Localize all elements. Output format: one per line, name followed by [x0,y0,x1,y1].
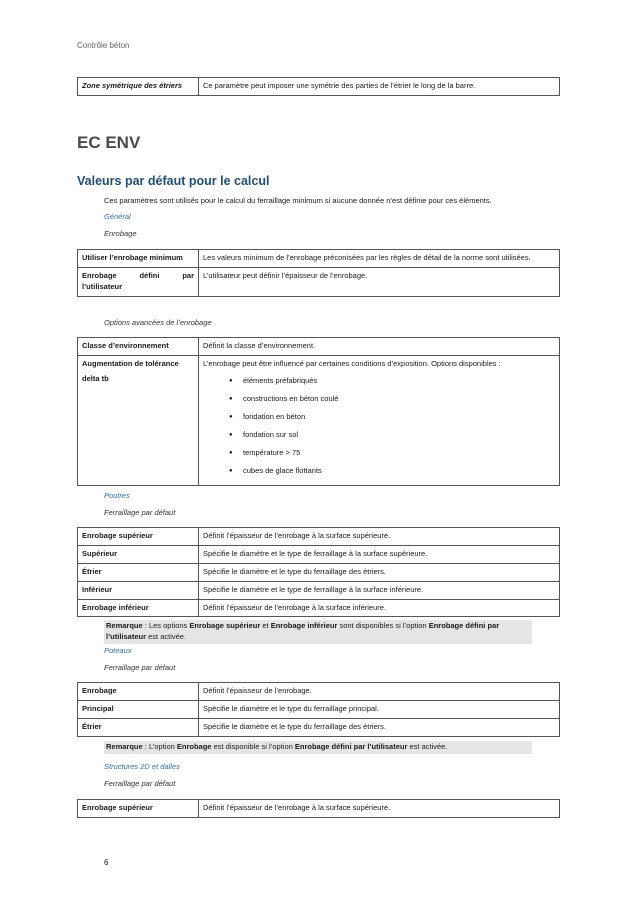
table-value: Définit l’épaisseur de l’enrobage à la surface supérieure. [199,528,560,546]
table-value: Spécifie le diamètre et le type de ferraillage à la surface inférieure. [199,581,560,599]
table-value: Ce paramètre peut imposer une symétrie des parties de l’étrier le long de la barre. [199,78,560,96]
table-key: Augmentation de tolérance [82,358,179,368]
table-key: Inférieur [78,581,199,599]
note-text: : L’option [142,742,177,751]
section-general: Général [104,212,131,221]
table-row [78,267,560,296]
subsection-enrobage: Enrobage [104,229,137,238]
table-key: Zone symétrique des étriers [78,78,199,96]
subsection-ferraillage-structures: Ferraillage par défaut [104,779,176,788]
table-enrobage [77,249,560,297]
table-options-avancees [77,337,560,486]
subsection-options-avancees: Options avancées de l’enrobage [104,318,212,327]
table-poteaux [77,682,560,737]
table-row [78,338,560,356]
table-key: delta tb [82,373,109,383]
table-value: Définit la classe d’environnement. [199,338,560,356]
note-text: et [260,621,271,630]
table-key: Étrier [78,563,199,581]
table-row [78,599,560,617]
table-key: Enrobage inférieur [78,599,199,617]
table-key-group [78,355,199,485]
table-row [78,78,560,96]
table-row [78,718,560,736]
table-row [78,355,560,485]
table-poutres [77,527,560,617]
options-list [203,374,555,482]
note-text: sont disponibles si l’option [337,621,429,630]
table-key: Enrobage supérieur [78,800,199,818]
note-bold: Enrobage défini par l’utilisateur [294,742,408,751]
note-text: est activée. [146,631,187,641]
heading-ec-env: EC ENV [77,133,141,152]
table-row [78,581,560,599]
table-value: Spécifie le diamètre et le type de ferraillage à la surface supérieure. [199,545,560,563]
section-structures-2d: Structures 2D et dalles [104,762,180,771]
intro-paragraph: Ces paramètres sont utilisés pour le calcul du ferraillage minimum si aucune donnée n’est définie pour ces éléments. [104,196,492,205]
table-row [78,528,560,546]
table-row [78,700,560,718]
table-value: Définit l’épaisseur de l’enrobage à la surface supérieure. [199,800,560,818]
list-item: ● cubes de glace flottants [243,464,555,482]
table-key: Enrobage supérieur [78,528,199,546]
remarque-note [104,620,532,644]
list-item: ● fondation en béton [243,410,555,428]
table-value: Définit l’épaisseur de l’enrobage. [199,683,560,701]
table-value: Spécifie le diamètre et le type du ferraillage principal. [199,700,560,718]
table-row [78,563,560,581]
note-text: : Les options [142,621,190,630]
list-item: ● constructions en béton coulé [243,392,555,410]
list-item: ● température > 75 [243,446,555,464]
table-key: Utiliser l’enrobage minimum [78,250,199,268]
section-poteaux: Poteaux [104,646,132,655]
running-header: Contrôle béton [77,41,130,50]
table-row [78,800,560,818]
table-structures [77,799,560,818]
table-value: Les valeurs minimum de l’enrobage préconisées par les règles de détail de la norme sont utilisées. [199,250,560,268]
table-row [78,250,560,268]
subsection-ferraillage-poutres: Ferraillage par défaut [104,508,176,517]
table-zone-symetrique [77,77,560,96]
table-key: Enrobage défini par l’utilisateur [78,267,199,296]
table-value: L’utilisateur peut définir l’épaisseur de l’enrobage. [199,267,560,296]
list-item: ● fondation sur sol [243,428,555,446]
note-bold: Enrobage [176,742,212,751]
table-value: Spécifie le diamètre et le type du ferraillage des étriers. [199,563,560,581]
subsection-ferraillage-poteaux: Ferraillage par défaut [104,663,176,672]
table-key: Supérieur [78,545,199,563]
note-text: est activée. [407,742,448,751]
heading-valeurs-defaut: Valeurs par défaut pour le calcul [77,174,270,188]
note-bold: Enrobage supérieur [189,621,261,630]
note-label: Remarque [106,742,143,751]
note-label: Remarque [106,621,143,630]
note-text: est disponible si l’option [211,742,295,751]
note-bold: Enrobage défini par l’utilisateur [106,621,500,641]
table-value: Définit l’épaisseur de l’enrobage à la surface inférieure. [199,599,560,617]
table-key: Classe d’environnement [78,338,199,356]
table-value: Spécifie le diamètre et le type du ferraillage des étriers. [199,718,560,736]
remarque-note [104,741,532,754]
table-row [78,683,560,701]
table-value-group [199,355,560,485]
table-row [78,545,560,563]
list-item: ● éléments préfabriqués [243,374,555,392]
page-number: 6 [104,858,109,867]
table-key: Principal [78,700,199,718]
table-value: L’enrobage peut être influencé par certaines conditions d’exposition. Options disponibles : [203,358,501,368]
table-key: Étrier [78,718,199,736]
table-key: Enrobage [78,683,199,701]
note-bold: Enrobage inférieur [270,621,338,630]
section-poutres: Poutres [104,491,130,500]
